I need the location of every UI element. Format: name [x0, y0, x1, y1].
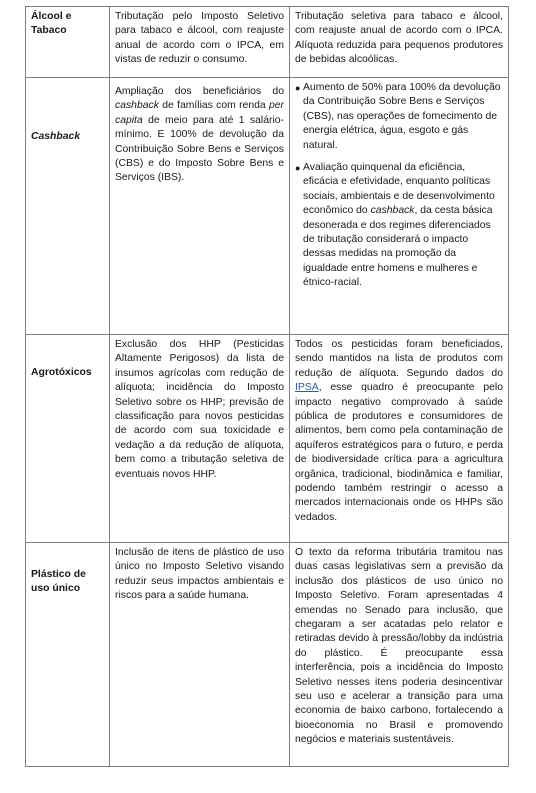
current-text-italic: per capita — [115, 100, 284, 126]
proposal-text: Tributação seletiva para tabaco e álcool, com reajuste anual de acordo com o IPCA. Alíquota reduzida para pequenos produtores de bebidas alcoólicas. — [295, 11, 503, 66]
bullet-icon: ● — [295, 163, 301, 174]
current-cell — [110, 543, 290, 767]
current-text-italic: cashback — [115, 100, 159, 112]
topic-label: Cashback — [31, 131, 81, 142]
current-text-part: de famílias com renda — [158, 100, 269, 112]
ipsa-link[interactable]: IPSA — [295, 382, 319, 394]
topic-cell — [26, 543, 110, 767]
topic-cell — [26, 78, 110, 335]
current-text-part: Ampliação dos beneficiários do — [115, 86, 284, 97]
topic-label: Agrotóxicos — [31, 367, 92, 378]
bullet-text — [303, 161, 503, 291]
proposal-cell — [290, 335, 509, 543]
proposal-cell — [290, 543, 509, 767]
topic-label: Plástico de uso único — [31, 569, 86, 595]
table-row-alcool-tabaco — [26, 7, 509, 78]
topic-label: Álcool e Tabaco — [31, 11, 72, 37]
current-text: Exclusão dos HHP (Pesticidas Altamente Perigosos) da lista de insumos agrícolas com redução de alíquota; incidência do Imposto Seletivo sobre os HHP; previsão de classificação para novos pesticidas de acordo com sua toxicidade e vedação a da redução de alíquota, bem como a tributação seletiva de eventuais novos HHP. — [115, 339, 284, 480]
bullet-text-italic: cashback — [370, 205, 415, 217]
policy-comparison-table — [25, 6, 509, 767]
table-row-cashback — [26, 78, 509, 335]
bullet-item — [295, 81, 503, 153]
current-text: Inclusão de itens de plástico de uso único no Imposto Seletivo visando reduzir seus impactos ambientais e riscos para a saúde humana. — [115, 547, 284, 602]
bullet-text-part: , da cesta básica desonerada e dos regimes diferenciados de tributação considerará o impacto dessas medidas na promoção da igualdade entre homens e mulheres e étnico-racial. — [303, 205, 493, 289]
topic-cell — [26, 7, 110, 78]
proposal-cell — [290, 78, 509, 335]
current-cell — [110, 335, 290, 543]
proposal-text: , esse quadro é preocupante pelo impacto negativo comprovado à saúde pública de produtores e consumidores de alimentos, bem como pela contaminação de aquíferos estratégicos para o futuro, e perda de biodiversidade crítica para a agricultura orgânica, tradicional, biodinâmica e familiar, podendo também restringir o acesso a mercados internacionais onde os HHPs são vedados. — [295, 382, 503, 523]
current-text: Tributação pelo Imposto Seletivo para tabaco e álcool, com reajuste anual de acordo com o IPCA, em vistas de reduzir o consumo. — [115, 11, 284, 66]
bullet-item — [295, 161, 503, 291]
topic-cell — [26, 335, 110, 543]
bullet-icon: ● — [295, 83, 301, 93]
table-row-plastico — [26, 543, 509, 767]
proposal-cell — [290, 7, 509, 78]
proposal-text: O texto da reforma tributária tramitou nas duas casas legislativas sem a previsão da inclusão dos plásticos de uso único no Imposto Seletivo. Foram apresentadas 4 emendas no Senado para inclusão, que chegaram a ser acatadas pelo relator e retiradas devido à pressão/lobby da indústria do plástico. É preocupante essa interferência, pois a incidência do Imposto Seletivo nesses itens poderia desincentivar seu uso e acelerar a transição para uma economia de baixo carbono, fortalecendo a bioeconomia no Brasil e promovendo negócios e materiais sustentáveis. — [295, 547, 503, 746]
current-cell — [110, 7, 290, 78]
table-row-agrotoxicos — [26, 335, 509, 543]
current-text-part: de meio para até 1 salário-mínimo. E 100% de devolução da Contribuição Sobre Bens e Serviços (CBS) e do Imposto Sobre Bens e Serviços (IBS). — [115, 114, 284, 184]
bullet-text-part: Avaliação quinquenal da eficiência, eficácia e efetividade, enquanto políticas sociais, ambientais e de desenvolvimento econômico do — [303, 162, 495, 217]
current-cell — [110, 78, 290, 335]
proposal-text: Todos os pesticidas foram beneficiados, sendo mantidos na lista de produtos com redução de alíquota. Segundo dados do — [295, 339, 503, 379]
bullet-text: Aumento de 50% para 100% da devolução da Contribuição Sobre Bens e Serviços (CBS), nas operações de fornecimento de energia elétrica, água, esgoto e gás natural. — [303, 82, 501, 151]
